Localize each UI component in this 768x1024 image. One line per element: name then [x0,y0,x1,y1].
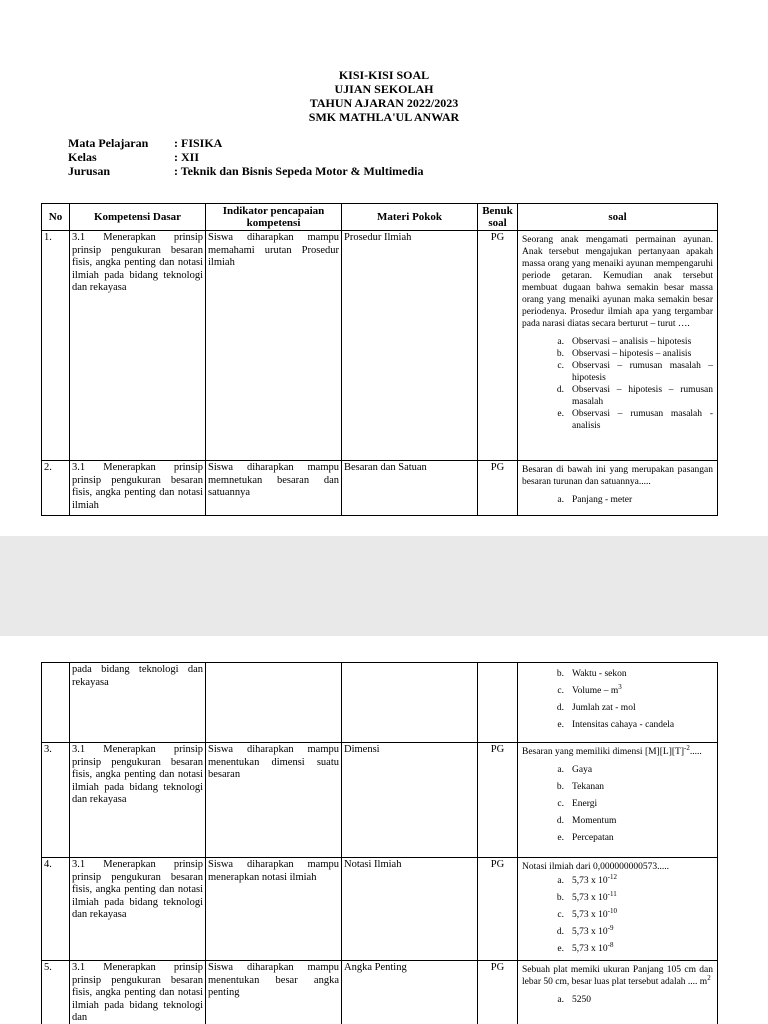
question-text [522,743,713,758]
answer-option [522,336,713,348]
table-row [42,743,718,858]
option-letter: e. [557,720,564,730]
answer-option [522,872,713,887]
indikator-cell: Siswa diharapkan mampu memnetukan besaran dan satuannya [206,461,342,516]
answer-option [522,832,713,844]
option-text: 5,73 x 10 [572,876,608,886]
title-line: TAHUN AJARAN 2022/2023 [309,96,459,110]
answer-option [522,360,713,384]
superscript: -10 [607,906,617,915]
option-text: Intensitas cahaya - candela [572,720,675,730]
question-text: Notasi ilmiah dari 0,000000000573..... [522,862,669,872]
kompetensi-dasar-cell: 3.1 Menerapkan prinsip prinsip pengukuran besaran fisis, angka penting dan notasi ilmiah pada bidang teknologi dan [70,961,206,1024]
option-text: 5,73 x 10 [572,944,608,954]
header-soal: soal [518,204,718,231]
option-text: 5,73 x 10 [572,927,608,937]
materi-pokok-cell: Angka Penting [342,961,478,1024]
answer-options [522,494,713,506]
kompetensi-dasar-cell: 3.1 Menerapkan prinsip prinsip pengukuran besaran fisis, angka penting dan notasi ilmiah pada bidang teknologi dan rekayasa [70,743,206,858]
page-2 [0,636,768,1024]
option-text: Observasi – analisis – hipotesis [572,337,692,347]
superscript: 2 [707,973,711,982]
soal-cell [518,743,718,858]
superscript: -2 [683,743,690,752]
answer-option [522,702,713,714]
option-letter: c. [557,910,564,920]
answer-option [522,384,713,408]
meta-label: Jurusan [68,164,111,178]
answer-option [522,889,713,904]
row-no: 5. [42,961,70,1024]
option-text: 5,73 x 10 [572,893,608,903]
header-bentuk-soal: Benuk soal [478,204,518,231]
option-letter: c. [557,686,564,696]
page-gap [0,536,768,636]
option-text: Panjang - meter [572,495,633,505]
answer-options [522,994,713,1006]
materi-pokok-cell: Besaran dan Satuan [342,461,478,516]
answer-option [522,798,713,810]
option-text: Observasi – rumusan masalah – hipotesis [572,361,713,383]
answer-options [522,872,713,955]
header-kompetensi-dasar: Kompetensi Dasar [70,204,206,231]
indikator-cell: Siswa diharapkan mampu menentukan besar angka penting [206,961,342,1024]
indikator-cell: Siswa diharapkan mampu menerapkan notasi ilmiah [206,858,342,961]
bentuk-soal-cell: PG [478,858,518,961]
option-text: Energi [572,799,598,809]
answer-option [522,764,713,776]
meta-label: Mata Pelajaran [68,136,149,150]
row-no: 4. [42,858,70,961]
option-letter: d. [556,385,564,395]
option-letter: a. [557,765,564,775]
bentuk-soal-cell [478,663,518,743]
answer-option [522,940,713,955]
meta-label: Kelas [68,150,97,164]
indikator-cell: Siswa diharapkan mampu menentukan dimensi suatu besaran [206,743,342,858]
materi-pokok-cell [342,663,478,743]
meta-value: : FISIKA [174,136,223,150]
question-text: Seorang anak mengamati permainan ayunan. Anak tersebut mengajukan pertanyaan apakah massa orang yang menaiki ayunan mempengaruhi periode getaran. Kemudian anak tersebut membuat dugaan bahwa semakin besar massa orang yang menaiki ayunan maka semakin besar periodenya. Prosedur ilmiah apa yang tergambar pada narasi diatas secara berturut – turut …. [522,235,713,329]
row-no [42,663,70,743]
option-letter: b. [556,669,564,679]
materi-pokok-cell: Dimensi [342,743,478,858]
answer-option [522,682,713,697]
header-materi-pokok: Materi Pokok [342,204,478,231]
option-letter: c. [557,799,564,809]
option-letter: e. [557,944,564,954]
option-letter: a. [557,495,564,505]
row-no: 2. [42,461,70,516]
answer-option [522,668,713,680]
soal-cell [518,461,718,516]
materi-pokok-cell: Notasi Ilmiah [342,858,478,961]
option-text: Tekanan [572,782,605,792]
answer-option [522,408,713,432]
bentuk-soal-cell: PG [478,231,518,461]
option-text: Volume – m [572,686,619,696]
soal-cell [518,961,718,1024]
option-text: Momentum [572,816,617,826]
kisi-kisi-table-continued [41,662,718,1024]
option-text: 5,73 x 10 [572,910,608,920]
option-text: Jumlah zat - mol [572,703,636,713]
bentuk-soal-cell: PG [478,961,518,1024]
option-letter: d. [556,816,564,826]
question-text: Besaran di bawah ini yang merupakan pasangan besaran turunan dan satuannya..... [522,465,713,487]
row-no: 1. [42,231,70,461]
soal-cell [518,858,718,961]
indikator-cell [206,663,342,743]
question-main: Besaran yang memiliki dimensi [M][L][T] [522,747,684,757]
option-letter: b. [556,893,564,903]
kompetensi-dasar-cell: 3.1 Menerapkan prinsip prinsip pengukuran besaran fisis, angka penting dan notasi ilmiah pada bidang teknologi dan rekayasa [70,231,206,461]
materi-pokok-cell: Prosedur Ilmiah [342,231,478,461]
option-letter: e. [557,409,564,419]
option-letter: a. [557,876,564,886]
answer-option [522,719,713,731]
header-no: No [42,204,70,231]
answer-option [522,348,713,360]
option-text: Waktu - sekon [572,669,627,679]
option-letter: c. [557,361,564,371]
answer-option [522,994,713,1006]
bentuk-soal-cell: PG [478,743,518,858]
option-text: Percepatan [572,833,614,843]
option-letter: a. [557,337,564,347]
kompetensi-dasar-cell: pada bidang teknologi dan rekayasa [70,663,206,743]
kompetensi-dasar-cell: 3.1 Menerapkan prinsip prinsip pengukuran besaran fisis, angka penting dan notasi ilmiah pada bidang teknologi dan rekayasa [70,858,206,961]
meta-row [68,150,424,164]
option-letter: b. [556,782,564,792]
answer-option [522,494,713,506]
answer-options [522,668,713,731]
superscript: -8 [607,940,614,949]
option-letter: d. [556,703,564,713]
meta-value: : XII [174,150,200,164]
option-letter: a. [557,995,564,1005]
superscript: 3 [618,682,622,691]
option-text: Gaya [572,765,593,775]
question-text [522,964,713,988]
title-line: UJIAN SEKOLAH [334,82,434,96]
kompetensi-dasar-cell: 3.1 Menerapkan prinsip prinsip pengukuran besaran fisis, angka penting dan notasi ilmiah [70,461,206,516]
option-text: Observasi – hipotesis – analisis [572,349,692,359]
bentuk-soal-cell: PG [478,461,518,516]
title-line: KISI-KISI SOAL [338,68,430,82]
option-letter: b. [556,349,564,359]
meta-row [68,136,424,150]
answer-options [522,764,713,844]
answer-options [522,336,713,432]
meta-value: : Teknik dan Bisnis Sepeda Motor & Multimedia [174,164,424,178]
meta-row [68,164,424,178]
indikator-cell: Siswa diharapkan mampu memahami urutan Prosedur ilmiah [206,231,342,461]
superscript: -11 [607,889,617,898]
option-text: 5250 [572,995,591,1005]
soal-cell [518,663,718,743]
option-letter: d. [556,927,564,937]
option-text: Observasi – hipotesis – rumusan masalah [572,385,713,407]
option-text: Observasi – rumusan masalah - analisis [572,409,713,431]
table-row [42,231,718,461]
header-indikator: Indikator pencapaian kompetensi [206,204,342,231]
table-header-row [42,204,718,231]
row-no: 3. [42,743,70,858]
table-row [42,961,718,1024]
subject-info [68,136,424,178]
superscript: -9 [607,923,614,932]
table-row [42,663,718,743]
answer-option [522,923,713,938]
document-header [0,68,768,124]
question-main: Sebuah plat memiki ukuran Panjang 105 cm dan lebar 50 cm, besar luas plat tersebut adalah .... m [522,965,713,987]
table-row [42,461,718,516]
answer-option [522,906,713,921]
soal-cell [518,231,718,461]
title-line: SMK MATHLA'UL ANWAR [308,110,460,124]
kisi-kisi-table [41,203,718,516]
superscript: -12 [607,872,617,881]
answer-option [522,781,713,793]
option-letter: e. [557,833,564,843]
question-end: ..... [689,747,702,757]
table-row [42,858,718,961]
answer-option [522,815,713,827]
